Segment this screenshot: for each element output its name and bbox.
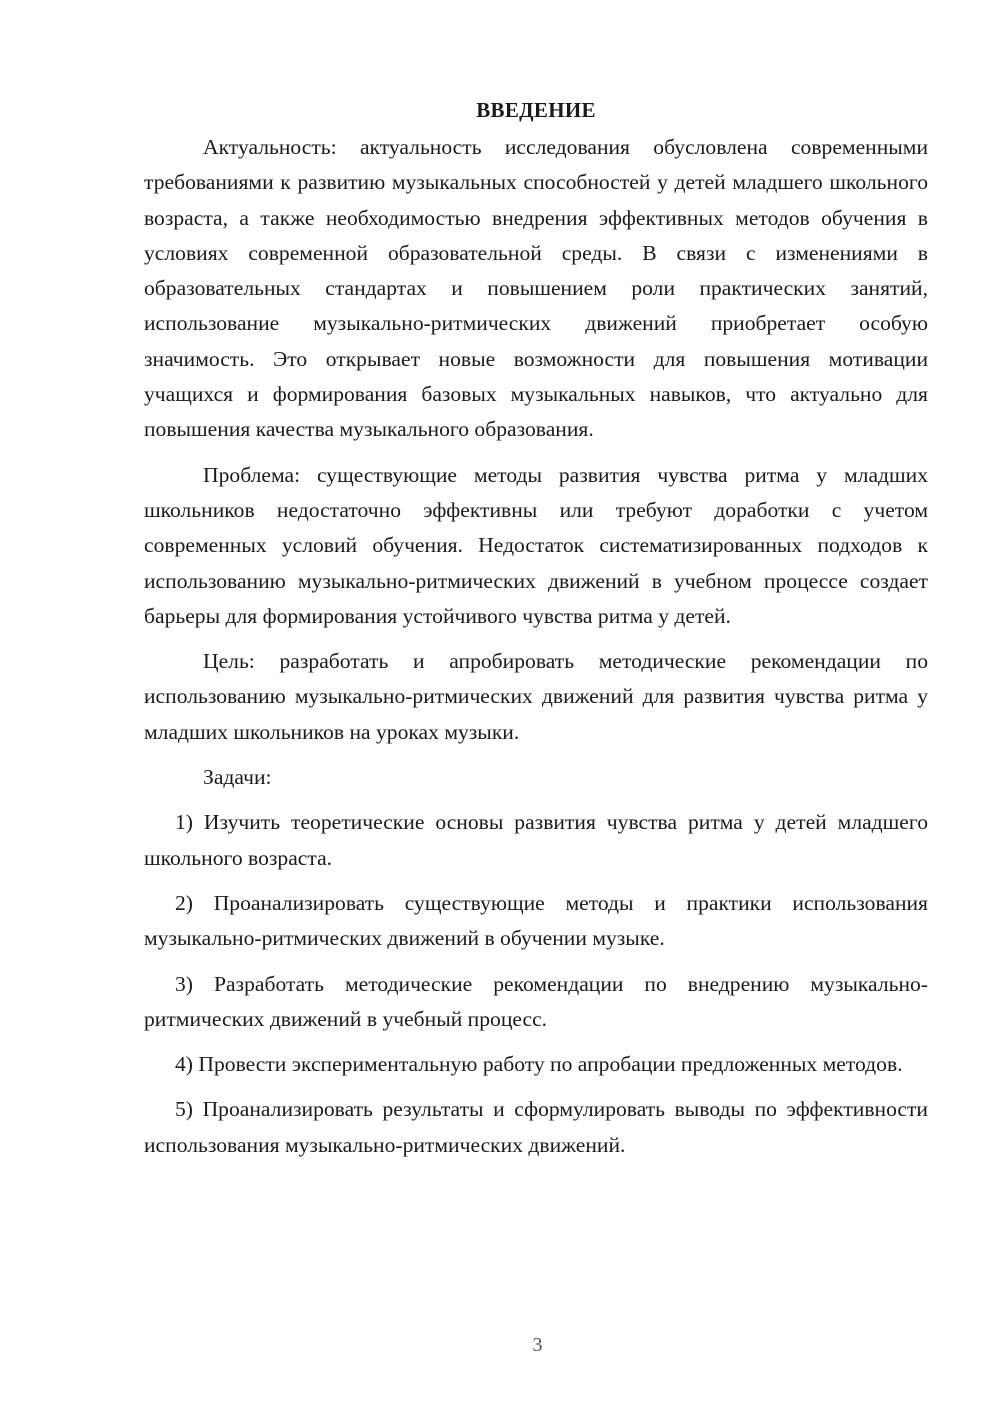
relevance-paragraph: Актуальность: актуальность исследования обусловлена современными требованиями к развитию музыкальных способностей у детей младшего школьного возраста, а также необходимостью внедрения эффективных методов обучения в условиях современной образовательной среды. В связи с изменениями в образовательных стандартах и повышением роли практических занятий, использование музыкально-ритмических движений приобретает особую значимость. Это открывает новые возможности для повышения мотивации учащихся и формирования базовых музыкальных навыков, что актуально для повышения качества музыкального образования. bbox=[144, 135, 928, 442]
task-item-1: 1) Изучить теоретические основы развития чувства ритма у детей младшего школьного возраста. bbox=[144, 810, 928, 870]
page-number: 3 bbox=[532, 1334, 543, 1356]
task-item-4: 4) Провести экспериментальную работу по апробации предложенных методов. bbox=[175, 1052, 903, 1077]
goal-paragraph: Цель: разработать и апробировать методические рекомендации по использованию музыкально-ритмических движений для развития чувства ритма у младших школьников на уроках музыки. bbox=[144, 649, 928, 744]
task-item-2: 2) Проанализировать существующие методы и практики использования музыкально-ритмических движений в обучении музыке. bbox=[144, 890, 928, 951]
document-page bbox=[144, 90, 928, 1163]
task-item-5: 5) Проанализировать результаты и сформулировать выводы по эффективности использования музыкально-ритмических движений. bbox=[144, 1097, 928, 1157]
problem-paragraph: Проблема: существующие методы развития чувства ритма у младших школьников недостаточно эффективны или требуют доработки с учетом современных условий обучения. Недостаток систематизированных подходов к использованию музыкально-ритмических движений в учебном процессе создает барьеры для формирования устойчивого чувства ритма у детей. bbox=[144, 462, 928, 628]
section-heading: ВВЕДЕНИЕ bbox=[476, 98, 596, 122]
task-item-3: 3) Разработать методические рекомендации по внедрению музыкально-ритмических движений в учебный процесс. bbox=[144, 971, 928, 1031]
tasks-label: Задачи: bbox=[203, 765, 272, 790]
